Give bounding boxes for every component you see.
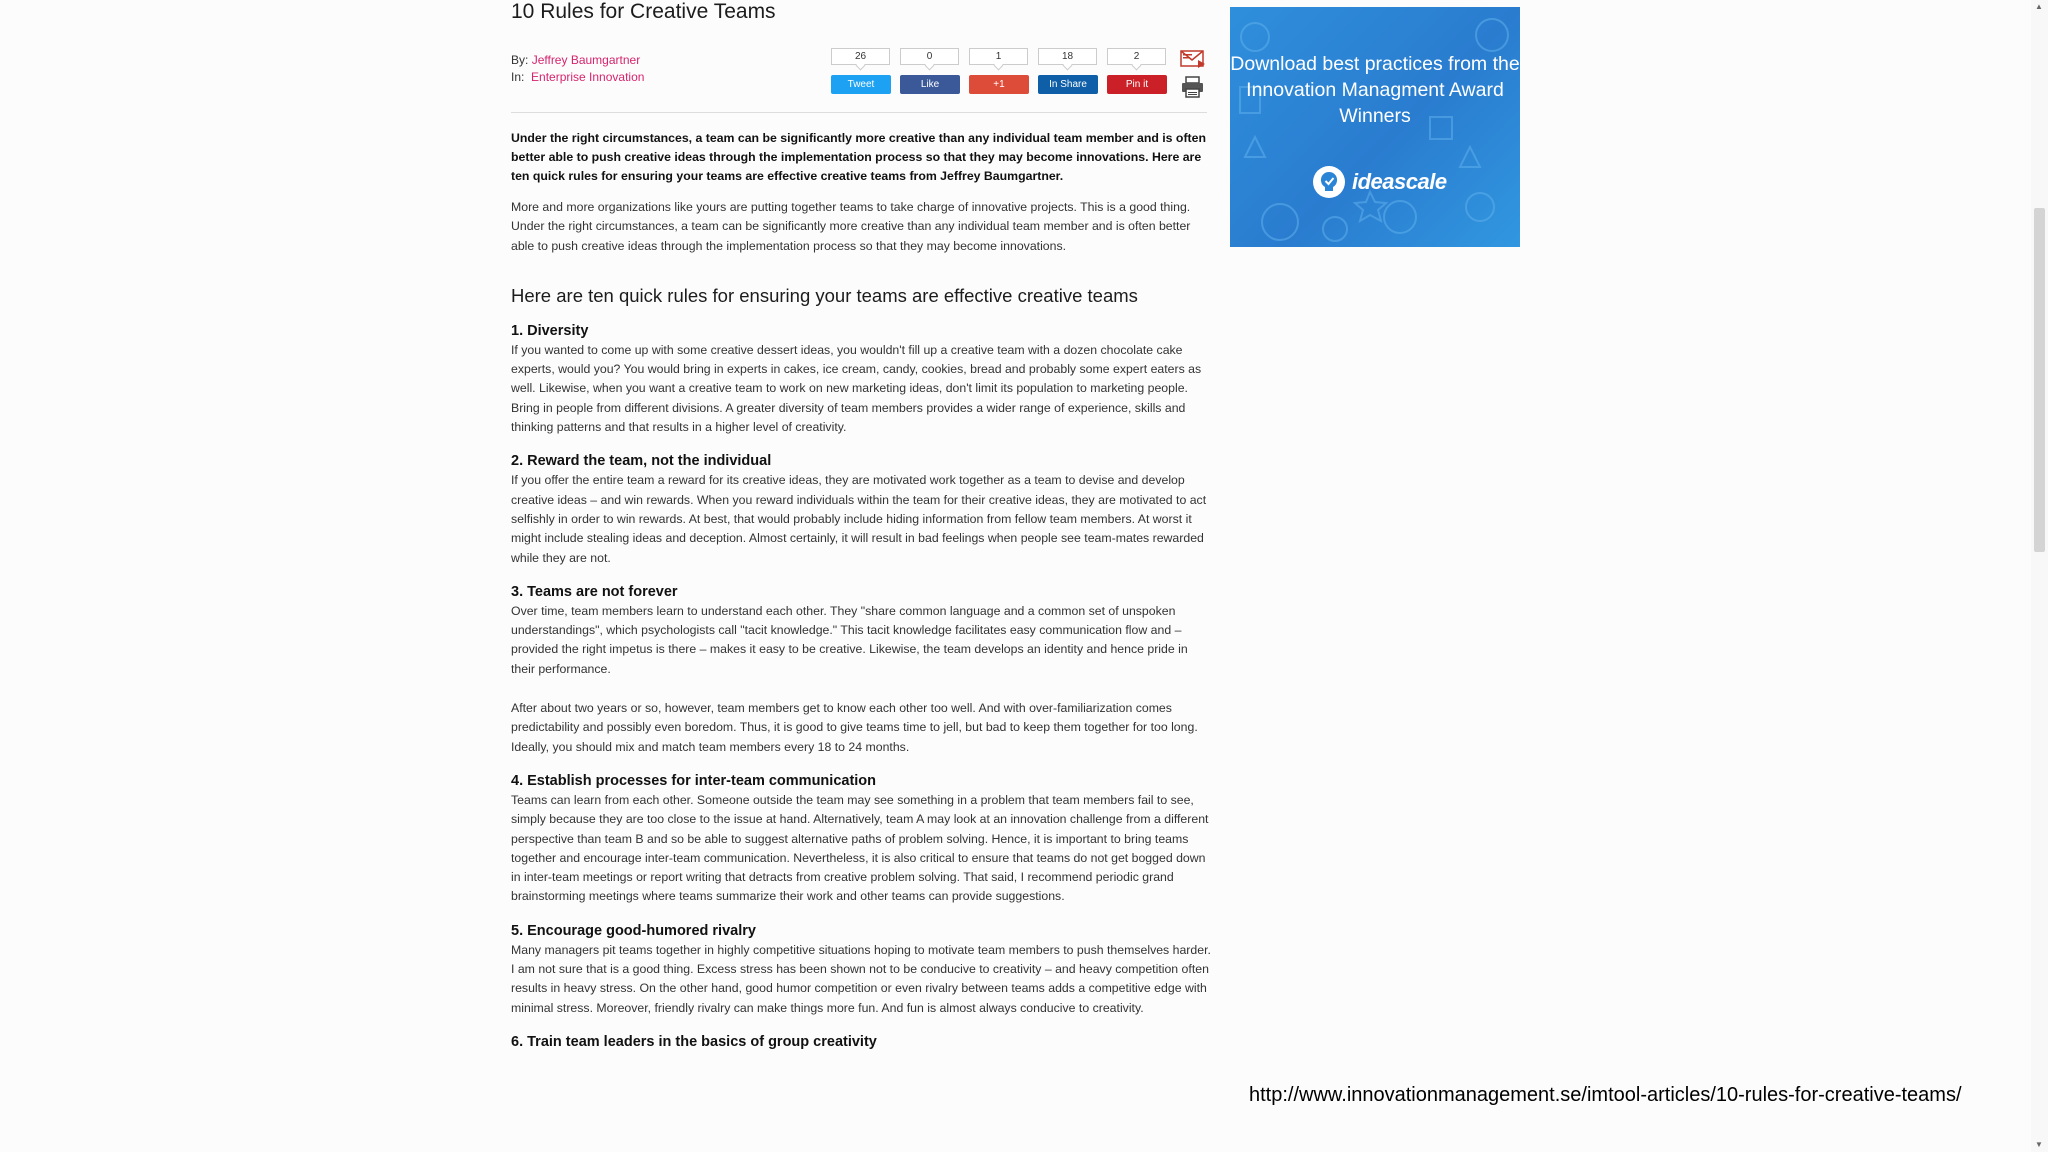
section-heading: Here are ten quick rules for ensuring your teams are effective creative teams	[511, 284, 1138, 306]
rule-item	[511, 583, 1211, 757]
rule-text: If you wanted to come up with some creative dessert ideas, you wouldn't fill up a creative team with a dozen chocolate cake experts, would you? You would bring in experts in cakes, ice cream, candy, cookies, bread and probably some expert eaters as well. Likewise, when you want a creative team to work on new marketing ideas, don't limit its population to marketing people. Bring in people from different divisions. A greater diversity of team members provides a wider range of experience, skills and thinking patterns and that results in a higher level of creativity.	[511, 342, 1202, 435]
ad-logo-text: ideascale	[1352, 169, 1447, 194]
rule-text: Many managers pit teams together in highly competitive situations hoping to motivate team members to push themselves harder. I am not sure that is a good thing. Excess stress has been shown not to be conducive to creativity – and heavy competition often results in heavy stress. On the other hand, good humor competition or even rivalry between teams adds a competitive edge with minimal stress. Moreover, friendly rivalry can make things more fun. And fun is almost always conducive to creativity.	[511, 942, 1211, 1015]
source-url: http://www.innovationmanagement.se/imtool-articles/10-rules-for-creative-teams/	[1249, 1084, 1962, 1106]
rule-text: Over time, team members learn to understand each other. They "share common language and a common set of unspoken understandings", which psychologists call "tacit knowledge." This tacit knowledge facilitates easy communication flow and – provided the right impetus is there – makes it easy to be creative. Likewise, the team develops an identity and hence pride in their performance.	[511, 603, 1188, 676]
rule-item	[511, 1033, 1211, 1052]
scroll-down-arrow-icon[interactable]: ▼	[2035, 1140, 2043, 1149]
scroll-thumb[interactable]	[2034, 208, 2045, 552]
tweet-count: 26	[831, 48, 890, 65]
ad-banner[interactable]	[1230, 7, 1520, 247]
share-counts	[831, 48, 1176, 65]
rules-list	[511, 322, 1211, 1052]
category-link[interactable]: Enterprise Innovation	[531, 70, 645, 84]
rule-text: If you offer the entire team a reward for its creative ideas, they are motivated work together as a team to devise and develop creative ideas – and win rewards. When you reward individuals within the team for their creative ideas, they are motivated to act selfishly in order to win rewards. At best, that would probably include hiding information from fellow team members. At worst it might include stealing ideas and deception. Almost certainly, it will result in bad feelings when people see team-mates rewarded while they are not.	[511, 473, 1207, 565]
rule-heading: 3. Teams are not forever	[511, 583, 678, 600]
article-title: 10 Rules for Creative Teams	[511, 0, 776, 23]
article-intro: Under the right circumstances, a team can be significantly more creative than any individual team member and is often better able to push creative ideas through the implementation process so that they may become innovations. Here are ten quick rules for ensuring your teams are effective creative teams from Jeffrey Baumgartner.	[511, 131, 1206, 183]
rule-heading: 1. Diversity	[511, 322, 589, 339]
tweet-button[interactable]: Tweet	[831, 75, 891, 94]
print-icon[interactable]	[1180, 76, 1206, 98]
by-label: By:	[511, 53, 529, 67]
rule-text: Teams can learn from each other. Someone outside the team may see something in a problem that team members fail to see, simply because they are too close to the issue at hand. Alternatively, team A may look at an innovation challenge from a different perspective than team B and so be able to suggest alternative paths of problem solving. Hence, it is important to bring teams together and encourage inter-team communication. Nevertheless, it is also critical to ensure that teams do not get bogged down in inter-team meetings or report writing that detracts from creative problem solving. That said, I recommend periodic grand brainstorming meetings where teams summarize their work and other teams can provide suggestions.	[511, 792, 1209, 904]
pin-it-button[interactable]: Pin it	[1107, 75, 1167, 94]
plus-one-count: 1	[969, 48, 1028, 65]
like-button[interactable]: Like	[900, 75, 960, 94]
vertical-scrollbar[interactable]	[2031, 0, 2048, 1152]
rule-heading: 4. Establish processes for inter-team communication	[511, 772, 877, 789]
email-icon[interactable]	[1180, 48, 1206, 70]
rule-item	[511, 452, 1211, 567]
article-meta	[511, 48, 1211, 106]
share-buttons	[831, 75, 1176, 94]
rule-heading: 5. Encourage good-humored rivalry	[511, 922, 756, 939]
article	[511, 0, 1211, 1052]
ideascale-logo	[1312, 165, 1447, 199]
author-link[interactable]: Jeffrey Baumgartner	[531, 53, 641, 67]
divider	[511, 112, 1207, 113]
rule-item	[511, 322, 1211, 437]
in-label: In:	[511, 70, 525, 84]
plus-one-button[interactable]: +1	[969, 75, 1029, 94]
rule-heading: 6. Train team leaders in the basics of group creativity	[511, 1033, 877, 1050]
byline	[511, 52, 644, 86]
rule-heading: 2. Reward the team, not the individual	[511, 453, 772, 470]
rule-item	[511, 772, 1211, 907]
article-paragraph: More and more organizations like yours are putting together teams to take charge of innovative projects. This is a good thing. Under the right circumstances, a team can be significantly more creative than any individual team member and is often better able to push creative ideas through the implementation process so that they may become innovations.	[511, 200, 1191, 253]
ad-headline: Download best practices from the Innovation Managment Award Winners	[1230, 53, 1520, 127]
social-share-bar	[831, 48, 1176, 94]
rule-text-continued: After about two years or so, however, team members get to know each other too well. And with over-familiarization comes predictability and possibly even boredom. Thus, it is good to give teams time to jell, but bad to keep them together for too long. Ideally, you should mix and match team members every 18 to 24 months.	[511, 701, 1198, 754]
linkedin-count: 18	[1038, 48, 1097, 65]
like-count: 0	[900, 48, 959, 65]
scroll-up-arrow-icon[interactable]: ▲	[2035, 2, 2043, 11]
ideascale-logo-icon	[1312, 165, 1346, 199]
pin-count: 2	[1107, 48, 1166, 65]
linkedin-share-button[interactable]: In Share	[1038, 75, 1098, 94]
rule-item	[511, 922, 1211, 1018]
